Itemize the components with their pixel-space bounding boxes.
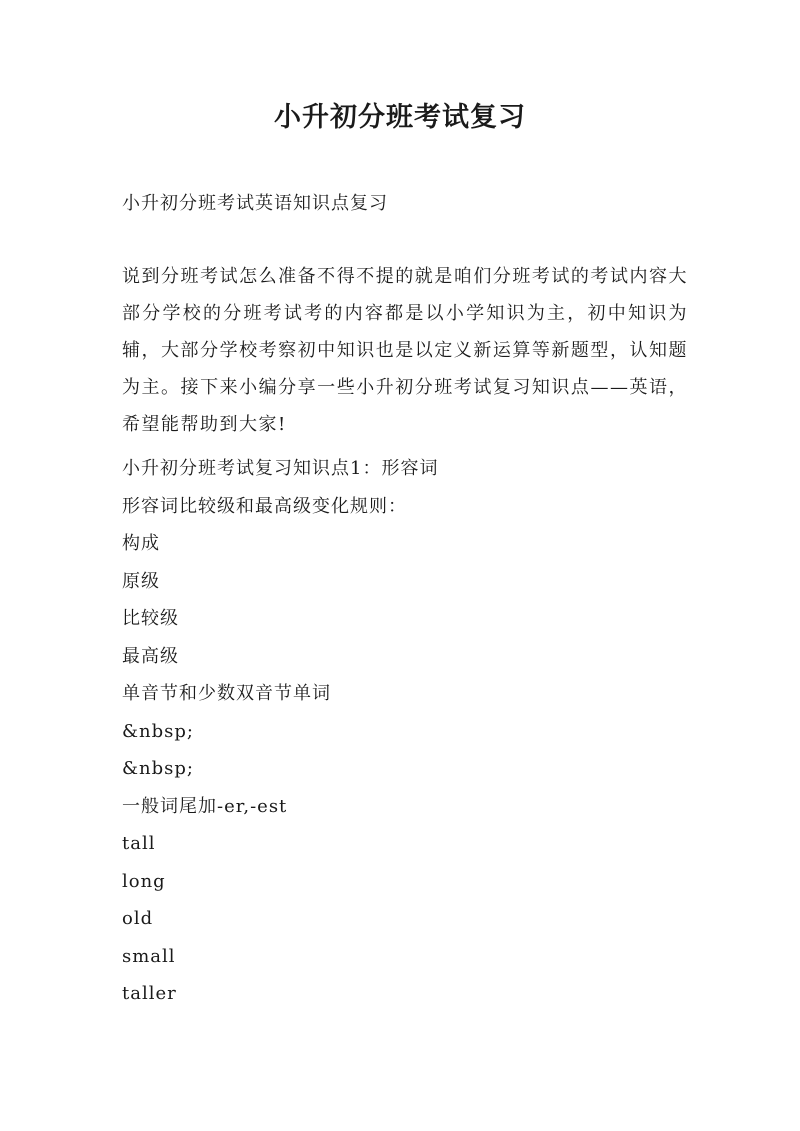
- text-line: taller: [122, 983, 177, 1004]
- text-line: 单音节和少数双音节单词: [122, 683, 331, 704]
- text-line: &nbsp;: [122, 720, 194, 742]
- text-line: long: [122, 870, 166, 892]
- text-line: 构成: [122, 533, 160, 554]
- text-line: 小升初分班考试复习知识点1：形容词: [122, 458, 439, 479]
- page-title: 小升初分班考试复习: [274, 102, 526, 133]
- intro-paragraph: 说到分班考试怎么准备不得不提的就是咱们分班考试的考试内容大部分学校的分班考试考的内容都是以小学知识为主，初中知识为辅，大部分学校考察初中知识也是以定义新运算等新题型，认知题为主。接下来小编分享一些小升初分班考试复习知识点——英语，希望能帮助到大家!: [122, 266, 688, 435]
- text-line: &nbsp;: [122, 758, 194, 779]
- text-line: 原级: [122, 570, 160, 592]
- text-line: tall: [122, 833, 156, 854]
- text-line: 最高级: [122, 645, 179, 667]
- text-line: small: [122, 945, 176, 967]
- text-line: 比较级: [122, 608, 179, 629]
- document-subtitle: 小升初分班考试英语知识点复习: [122, 193, 388, 214]
- text-line: 形容词比较级和最高级变化规则：: [122, 495, 407, 517]
- text-line: 一般词尾加-er,-est: [122, 795, 288, 817]
- content-lines: [122, 450, 438, 1013]
- text-line: old: [122, 908, 154, 929]
